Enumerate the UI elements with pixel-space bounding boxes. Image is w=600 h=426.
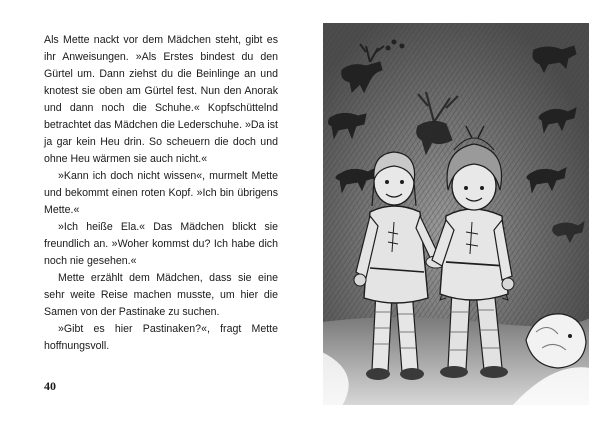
text-column: [44, 32, 278, 355]
paragraph: »Gibt es hier Pastinaken?«, fragt Mette hoffnungsvoll.: [44, 323, 278, 352]
paragraph: Mette erzählt dem Mädchen, dass sie eine sehr weite Reise machen musste, um hier die Samen von der Pastinake zu suchen.: [44, 272, 278, 318]
page-number: 40: [44, 379, 56, 393]
illustration: [322, 22, 590, 406]
paragraph: »Ich heiße Ela.« Das Mädchen blickt sie freundlich an. »Woher kommst du? Ich habe dich noch nie gesehen.«: [44, 221, 278, 267]
paragraph: »Kann ich doch nicht wissen«, murmelt Mette und bekommt einen roten Kopf. »Ich bin übrigens Mette.«: [44, 170, 278, 216]
paragraph: Als Mette nackt vor dem Mädchen steht, gibt es ihr Anweisungen. »Als Erstes bindest du den Gürtel um. Dann ziehst du die Beinlinge an und knotest sie oben am Gürtel fest. Nun den Anorak und dann noch die Schuhe.« Kopfschüttelnd betrachtet das Mädchen die Lederschuhe. »Da ist ja gar kein Heu drin. So scheuern die doch und ohne Heu wärmen sie auch nicht.«: [44, 34, 278, 165]
cave-scene-drawing: [322, 22, 590, 406]
